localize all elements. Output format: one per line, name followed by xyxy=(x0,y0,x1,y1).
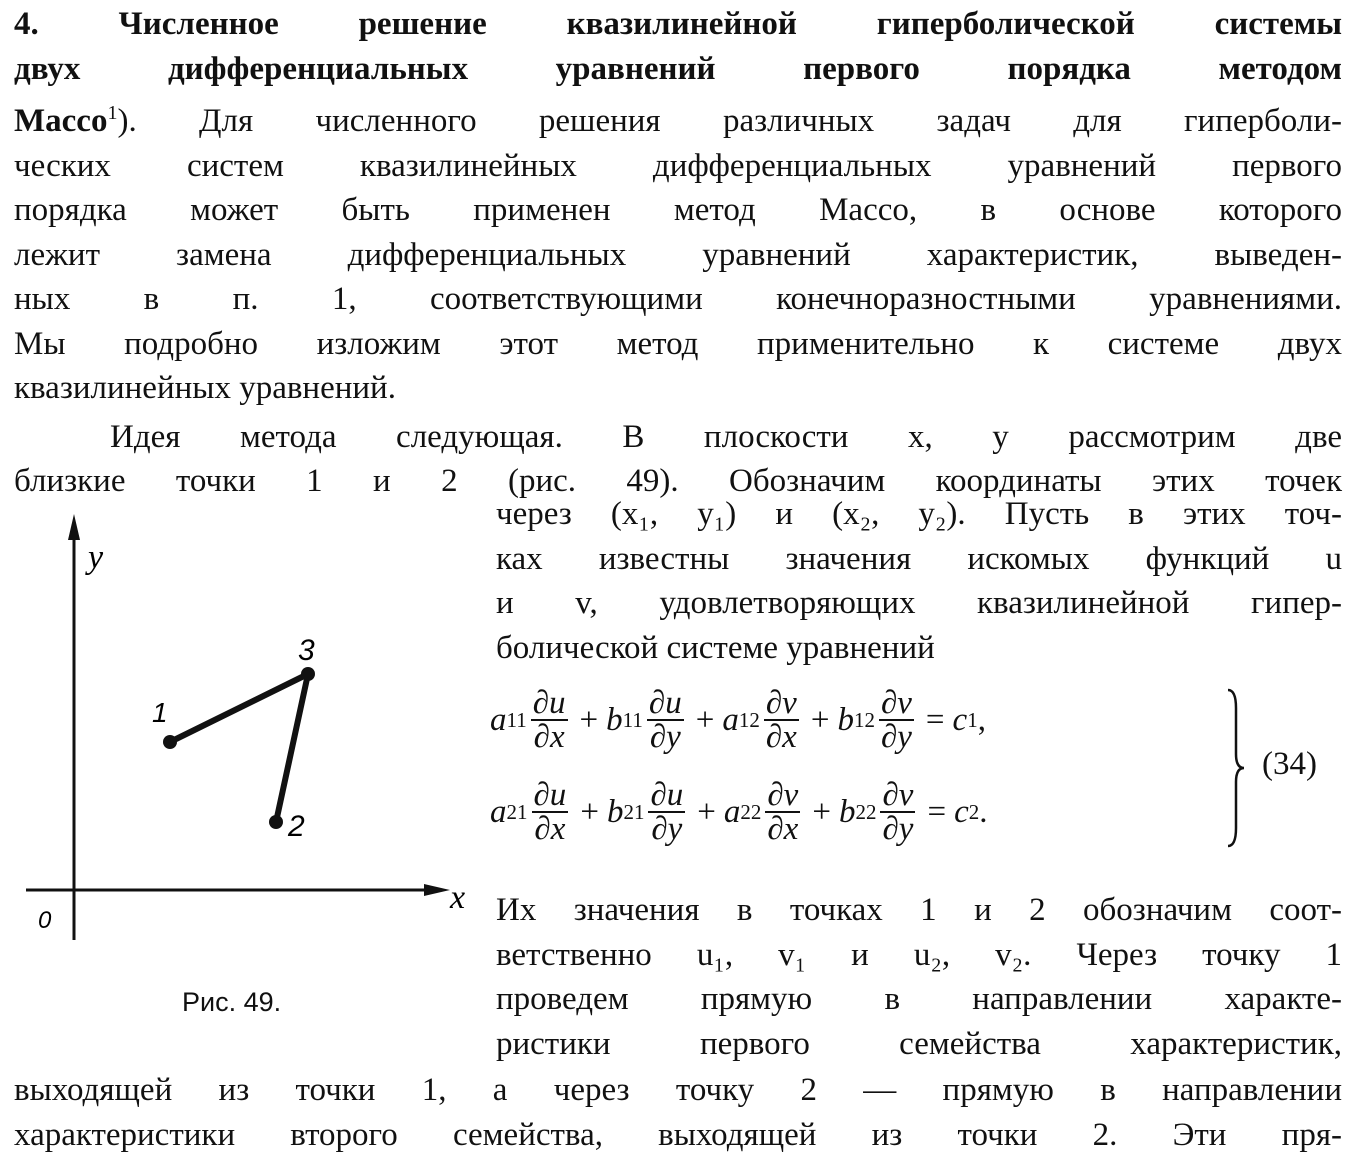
heading-tail: ). Для численного решения различных задач для гиперболи- xyxy=(117,103,1342,139)
origin-label: 0 xyxy=(38,907,52,934)
para1-line: лежит замена дифференциальных уравнений характеристик, выведен- xyxy=(14,236,1342,273)
wrap-line: ветственно u₁, v₁ и u₂, v₂. Через точку 1 xyxy=(496,936,1342,973)
wrap-text-top xyxy=(496,492,1342,670)
wrap-line: Их значения в точках 1 и 2 обозначим соот- xyxy=(496,892,1342,928)
footnote-mark: 1 xyxy=(107,102,118,124)
wrap-line: через (x₁, y₁) и (x₂, y₂). Пусть в этих точ- xyxy=(496,496,1342,532)
right-brace xyxy=(1226,688,1246,848)
equation-number: (34) xyxy=(1262,746,1317,782)
para1-line: Мы подробно изложим этот метод применительно к системе двух xyxy=(14,325,1342,362)
equation-system-34 xyxy=(490,680,1342,860)
wrap-line: болической системе уравнений xyxy=(496,629,935,666)
point-2-label: 2 xyxy=(288,810,305,843)
figure-diagram xyxy=(14,510,474,980)
tail-line: характеристики второго семейства, выходящей из точки 2. Эти пря- xyxy=(14,1116,1342,1153)
figure-49 xyxy=(14,510,474,1017)
segment-1-3 xyxy=(170,674,308,742)
section-text xyxy=(14,2,1342,504)
equation-row-2: a 21 $\frac{\partial u}{\partial x}$ + b 21 $\frac{\partial u}{\partial y}$ + a 22 $\frac{\partial v}{\partial x}$ + b 22 $\frac{\partial v}{\partial y}$ = c 2 . xyxy=(490,777,988,847)
equation-row-1: a 11 $\frac{\partial u}{\partial x}$ + b 11 $\frac{\partial u}{\partial y}$ + a 12 $\frac{\partial v}{\partial x}$ + b 12 $\frac{\partial v}{\partial y}$ = c 1 , xyxy=(490,685,986,755)
x-axis-label: x xyxy=(450,879,466,916)
tail-line: выходящей из точки 1, а через точку 2 — прямую в направлении xyxy=(14,1072,1342,1108)
point-1 xyxy=(163,735,177,749)
para1-line: порядка может быть применен метод Массо, в основе которого xyxy=(14,192,1342,228)
point-2 xyxy=(269,815,283,829)
point-3 xyxy=(301,667,315,681)
segment-3-2 xyxy=(276,674,308,822)
para1-line: ческих систем квазилинейных дифференциальных уравнений первого xyxy=(14,147,1342,184)
closing-text xyxy=(14,1068,1342,1157)
para1-line: квазилинейных уравнений. xyxy=(14,370,396,406)
wrap-line: ристики первого семейства характеристик, xyxy=(496,1025,1342,1062)
wrap-text-bottom xyxy=(496,888,1342,1066)
wrap-line: проведем прямую в направлении характе- xyxy=(496,981,1342,1017)
y-arrow-icon xyxy=(68,514,80,540)
x-arrow-icon xyxy=(424,884,450,896)
y-axis-label: y xyxy=(88,539,104,576)
wrap-line: ках известны значения искомых функций u xyxy=(496,540,1342,577)
para2-line-1: Идея метода следующая. В плоскости x, y рассмотрим две xyxy=(110,418,1342,455)
figure-caption: Рис. 49. xyxy=(182,987,282,1017)
heading-line-2: двух дифференциальных уравнений первого порядка методом xyxy=(14,50,1342,87)
para2-line-2: близкие точки 1 и 2 (рис. 49). Обозначим координаты этих точек xyxy=(14,463,1342,499)
para1-line: ных в п. 1, соответствующими конечноразностными уравнениями. xyxy=(14,281,1342,317)
heading-line-1: 4. Численное решение квазилинейной гиперболической системы xyxy=(14,6,1342,42)
point-1-label: 1 xyxy=(152,697,168,728)
wrap-line: и v, удовлетворяющих квазилинейной гипер- xyxy=(496,585,1342,621)
point-3-label: 3 xyxy=(298,634,315,667)
heading-line-3: Массо$^1$). Для численного решения различных задач для гиперболи- xyxy=(14,102,1342,139)
